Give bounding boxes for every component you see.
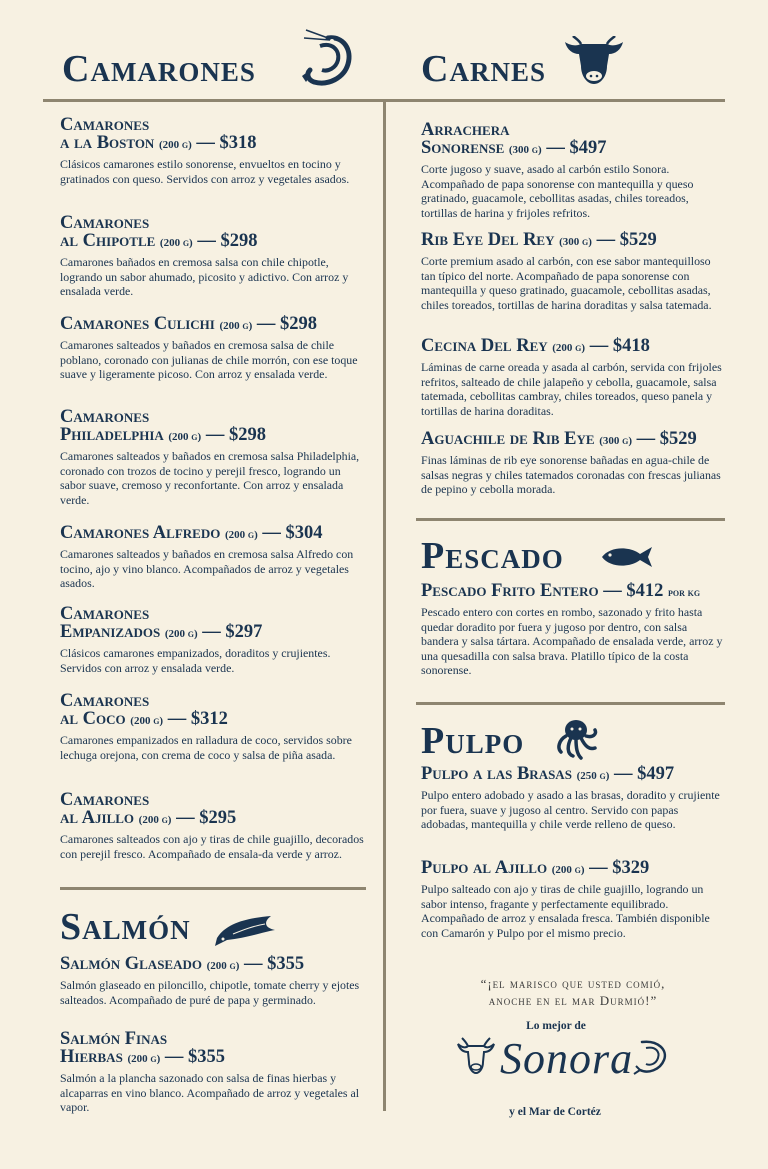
menu-item-pulpo-ajillo: Pulpo al Ajillo (200 g) — $329 Pulpo salteado con ajo y tiras de chile guajillo, logrando un sabor intenso, fragante y perfectamente equilibrado. Acompañado de arroz y ensalada fresca. También disponible con Camarón y Pulpo por el mismo precio. (421, 858, 710, 940)
menu-item-arrachera: Arrachera Sonorense (300 g) — $497 Corte jugoso y suave, asado al carbón estilo Sonora. Acompañado de papa sonorense con mantequilla y queso gratinado, guacamole, cebollitas asadas, chiles toreados, tortillas de harina y frijoles refritos. (421, 120, 694, 220)
menu-item-camarones-alfredo: Camarones Alfredo (200 g) — $304 Camarones salteados y bañados en cremosa salsa Alfredo con tocino, ajo y vino blanco. Acompañados de arroz y vegetales asados. (60, 523, 354, 591)
fish-icon (598, 544, 654, 570)
menu-item-camarones-empanizados: Camarones Empanizados (200 g) — $297 Clásicos camarones empanizados, doraditos y crujientes. Servidos con arroz y ensalada verde. (60, 604, 331, 675)
menu-item-camarones-culichi: Camarones Culichi (200 g) — $298 Camarones salteados y bañados en cremosa salsa de chile poblano, coronado con julianas de chile morrón, con ese toque suave y ligeramente picoso. Con arroz y ensalada verde. (60, 314, 358, 382)
menu-item-camarones-philadelphia: Camarones Philadelphia (200 g) — $298 Camarones salteados y bañados en cremosa salsa Philadelphia, coronado con trozos de tocino y perejil fresco, logrando un sabor suave, cremoso y reconfortante. Con arroz y ensalada verde. (60, 407, 360, 507)
slogan-line-2: anoche en el mar Durmió!” (488, 993, 658, 1008)
shrimp-icon (298, 28, 356, 90)
octopus-icon (553, 718, 599, 760)
menu-item-pescado-frito: Pescado Frito Entero — $412 por kg Pescado entero con cortes en rombo, sazonado y frito hasta quedar doradito por fuera y jugoso por dentro, con salsa bandera y salsa tártara. Acompañado de ensalada verde, arroz y una quesadilla con salsa brava. Platillo típico de la costa sonorense. (421, 581, 723, 678)
logo-script-text: Sonora (500, 1034, 634, 1083)
menu-item-camarones-coco: Camarones al Coco (200 g) — $312 Camarones empanizados en ralladura de coco, servidos sobre lechuga orejona, con crema de coco y salsa de piña asada. (60, 691, 352, 762)
logo-shrimp-icon (632, 1036, 672, 1076)
menu-item-aguachile: Aguachile de Rib Eye (300 g) — $529 Finas láminas de rib eye sonorense bañadas en agua-chile de salsas negras y chiles tatemados coronadas con frescas julianas de pepino y cebolla morada. (421, 429, 721, 497)
slogan-line-1: “¡el marisco que usted comió, (480, 976, 666, 991)
logo-bottom-text: y el Mar de Cortéz (509, 1106, 601, 1118)
menu-item-camarones-boston: Camarones a la Boston (200 g) — $318 Clásicos camarones estilo sonorense, envueltos en tocino y gratinados con queso. Servidos con arroz y vegetales asados. (60, 115, 350, 186)
section-title-camarones: Camarones (62, 48, 256, 90)
divider-pescado (416, 518, 725, 521)
logo-cow-icon (456, 1036, 496, 1076)
menu-item-camarones-chipotle: Camarones al Chipotle (200 g) — $298 Camarones bañados en cremosa salsa con chile chipotle, logrando un sabor ahumado, picosito y adictivo. Con arroz y ensalada verde. (60, 213, 349, 299)
divider-center (383, 99, 386, 1111)
section-title-salmon: Salmón (60, 906, 191, 948)
divider-pulpo (416, 702, 725, 705)
logo-top-text: Lo mejor de (526, 1020, 586, 1032)
menu-item-camarones-ajillo: Camarones al Ajillo (200 g) — $295 Camarones salteados con ajo y tiras de chile guajillo, decorados con perejil fresco. Acompañado de ensala-da verde y arroz. (60, 790, 364, 861)
menu-item-rib-eye: Rib Eye Del Rey (300 g) — $529 Corte premium asado al carbón, con ese sabor mantequilloso tan típico del norte. Acompañado de papa sonorense con mantequilla y queso gratinado, guacamole, cebollitas asadas, chiles toreados, tortillas de harina doraditas y salsa tatemada. (421, 230, 712, 312)
menu-item-salmon-glaseado: Salmón Glaseado (200 g) — $355 Salmón glaseado en piloncillo, chipotle, tomate cherry y ejotes salteados. Acompañado de puré de papa y germinado. (60, 954, 360, 1007)
slogan-quote (418, 975, 728, 1009)
menu-item-cecina: Cecina Del Rey (200 g) — $418 Láminas de carne oreada y asada al carbón, servida con frijoles refritos, salteado de chile jalapeño y cebolla, guacamole, salsa tatemada, cebollitas cambray, chiles toreados, queso panela y tortillas de harina doraditas. (421, 336, 722, 418)
menu-item-pulpo-brasas: Pulpo a las Brasas (250 g) — $497 Pulpo entero adobado y asado a las brasas, doradito y crujiente por fuera, suave y jugoso al centro. Servido con papas adobadas, mantequilla y chile verde relleno de queso. (421, 764, 720, 832)
section-title-pulpo: Pulpo (421, 720, 525, 762)
section-title-carnes: Carnes (421, 48, 546, 90)
cow-icon (563, 36, 625, 86)
divider-salmon (60, 887, 366, 890)
salmon-icon (213, 908, 279, 948)
menu-item-salmon-finas-hierbas: Salmón Finas Hierbas (200 g) — $355 Salmón a la plancha sazonado con salsa de finas hierbas y alcaparras en vino blanco. Acompañado de arroz y vegetales al vapor. (60, 1029, 360, 1115)
section-title-pescado: Pescado (421, 535, 564, 577)
